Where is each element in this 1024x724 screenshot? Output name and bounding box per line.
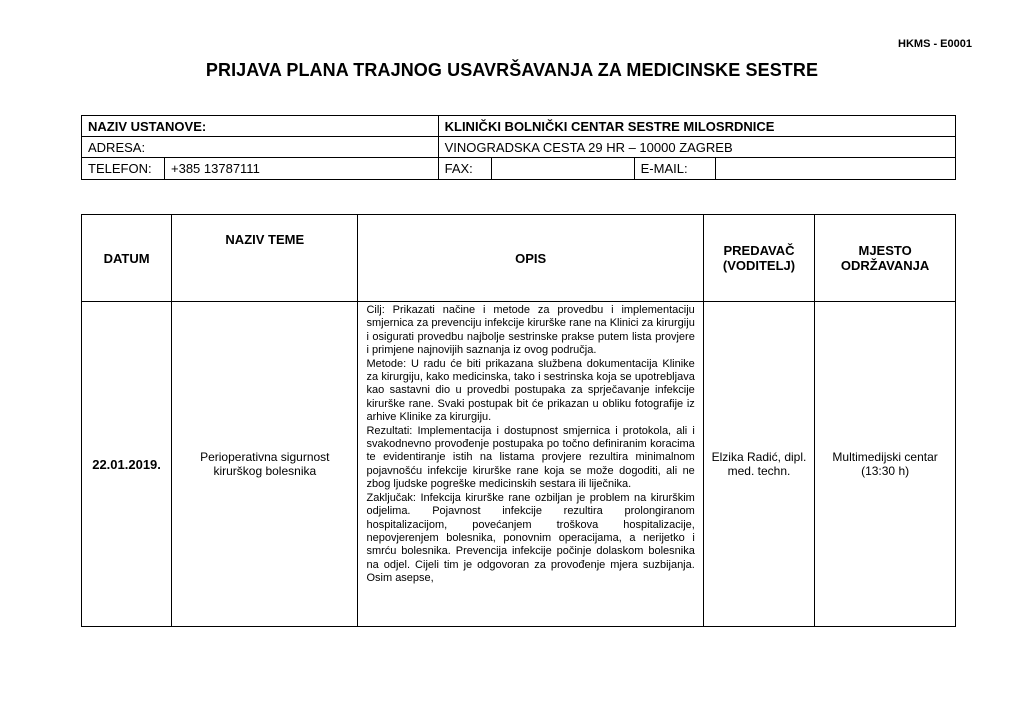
row-description: [358, 302, 703, 627]
email-value: [715, 158, 955, 179]
description-goal: Cilj: Prikazati načine i metode za provedbu i implementaciju smjernica za prevenciju infekcije kirurške rane na Klinici za kirurgiju i osigurati provedbu najbolje sestrinske prakse putem lista provjere i primjene najnovijih saznanja iz ovog područja.: [366, 304, 695, 357]
row-location: Multimedijski centar (13:30 h): [815, 302, 956, 627]
header-description: OPIS: [358, 215, 703, 302]
description-results: Rezultati: Implementacija i dostupnost smjernica i protokola, ali i svakodnevno provođenje postupaka po točno definiranim koracima te evidentiranje istih na listama provjere rezultira minimalnom pojavnošću infekcije kirurške rane koja se može dogoditi, ali ne zbog ljudske pogreške medicinskih sestara ili liječnika.: [366, 424, 695, 491]
institution-table: [81, 115, 956, 180]
header-lecturer: PREDAVAČ (VODITELJ): [703, 215, 814, 302]
form-code: HKMS - E0001: [898, 38, 972, 50]
row-lecturer: Elzika Radić, dipl. med. techn.: [703, 302, 814, 627]
institution-name-value: KLINIČKI BOLNIČKI CENTAR SESTRE MILOSRDNICE: [438, 116, 955, 137]
header-location: MJESTO ODRŽAVANJA: [815, 215, 956, 302]
header-topic: NAZIV TEME: [172, 215, 358, 302]
email-label: E-MAIL:: [635, 158, 716, 179]
phone-value: +385 13787111: [165, 158, 439, 180]
fax-label: FAX:: [438, 158, 491, 180]
row-topic: Perioperativna sigurnost kirurškog bolesnika: [172, 302, 358, 627]
email-cell: [634, 158, 955, 180]
plan-table: [81, 214, 956, 627]
description-conclusion: Zaključak: Infekcija kirurške rane ozbiljan je problem na kirurškim odjelima. Pojavnost infekcije rezultira prolongiranom hospitalizacijom, povećanjem troškova hospitalizacije, nepovjerenjem bolesnika, ponovnim operacijama, a nerijetko i smrću bolesnika. Prevencija infekcije počinje dolaskom bolesnika na odjel. Cijeli tim je odgovoran za provođenje mjera suzbijanja. Osim asepse,: [366, 491, 695, 585]
phone-label: TELEFON:: [82, 158, 165, 180]
institution-name-label: NAZIV USTANOVE:: [82, 116, 439, 137]
table-row: [82, 302, 956, 627]
row-date: 22.01.2019.: [82, 302, 172, 627]
header-date: DATUM: [82, 215, 172, 302]
address-label: ADRESA:: [82, 137, 439, 158]
address-value: VINOGRADSKA CESTA 29 HR – 10000 ZAGREB: [438, 137, 955, 158]
fax-value: [491, 158, 634, 180]
description-methods: Metode: U radu će biti prikazana službena dokumentacija Klinike za kirurgiju, kako medicinska, tako i sestrinska koja se upotrebljava kao sastavni dio u provedbi postupaka za sprječavanje infekcije kirurške rane. Svaki postupak bit će prikazan u obliku fotografije iz arhive Klinike za kirurgiju.: [366, 357, 695, 424]
page-title: PRIJAVA PLANA TRAJNOG USAVRŠAVANJA ZA MEDICINSKE SESTRE: [205, 60, 819, 80]
